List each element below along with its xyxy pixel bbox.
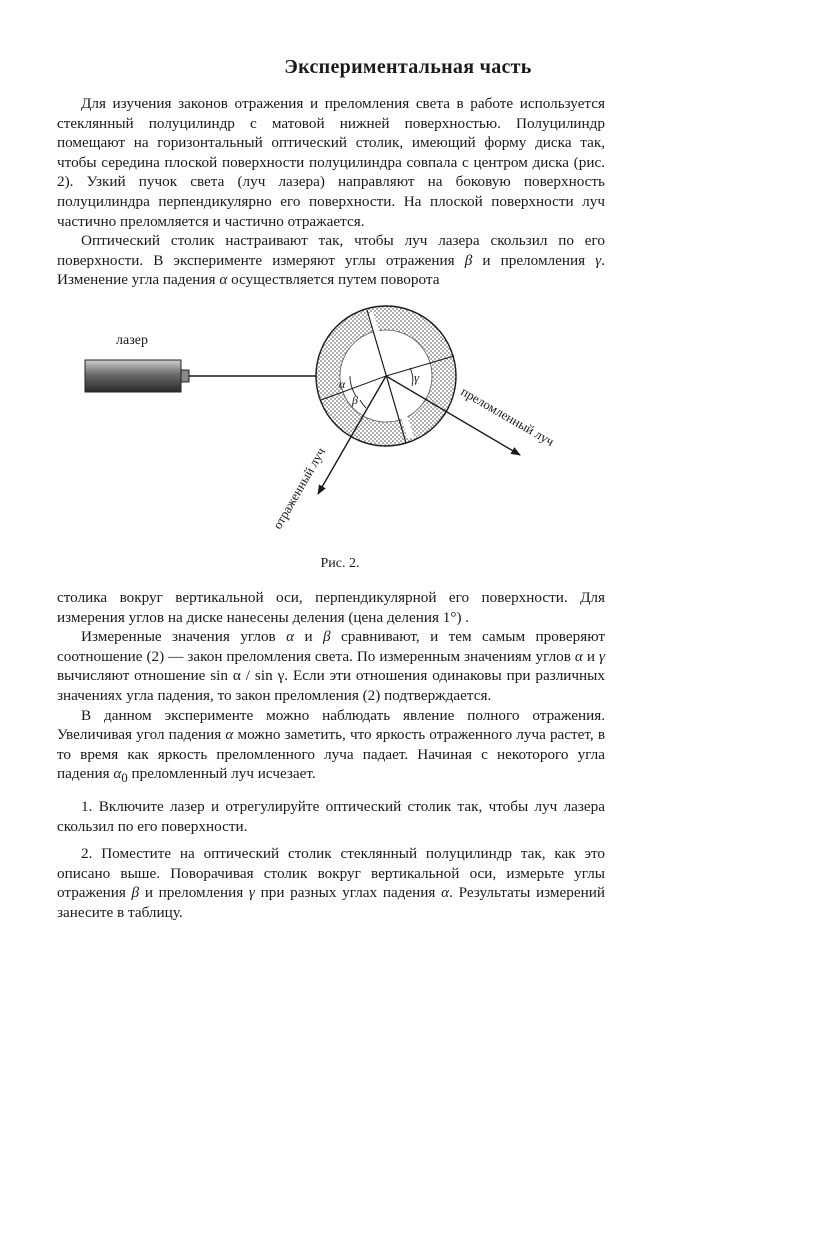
symbol-gamma: γ [599, 647, 605, 665]
laser-nozzle [181, 370, 189, 382]
symbol-beta: β [323, 628, 331, 646]
paragraph-intro-1: Для изучения законов отражения и преломления света в работе используется стеклянный полуцилиндр с матовой нижней поверхностью. Полуцилиндр помещают на горизонтальный оптический столик, имеющий форму диска так, чтобы середина плоской поверхности полуцилиндра совпала с центром диска (рис. 2). Узкий пучок света (луч лазера) направляют на боковую поверхность полуцилиндра перпендикулярно его поверхности. На плоской поверхности луч частично преломляется и частично отражается. [57, 95, 605, 230]
reflected-ray-label: отраженный луч [269, 444, 329, 532]
paragraph-5 [57, 706, 605, 789]
spacer [57, 836, 605, 844]
text-run: можно заметить, что яркость отраженного луча растет, в то время как яркость преломленного луча падает. Начиная с некоторого угла падения [57, 726, 605, 783]
symbol-gamma: γ [595, 251, 602, 269]
angle-beta-label: β [352, 393, 358, 407]
symbol-alpha: α [574, 647, 583, 665]
symbol-beta: β [131, 884, 140, 902]
text-run: и преломления [139, 884, 249, 902]
text-run: Оптический столик настраивают так, чтобы луч лазера скользил по его поверхности. В эксперименте измеряют углы отражения [57, 232, 605, 269]
text-run: при разных углах падения [254, 884, 442, 902]
step-2 [57, 844, 605, 922]
angle-alpha-label: α [339, 377, 346, 391]
symbol-alpha: α [441, 884, 450, 902]
ratio-formula: sin α / sin γ [210, 667, 285, 685]
text-run: и преломления [472, 251, 596, 269]
figure-laser-setup [80, 300, 600, 540]
text-run: . Если эти отношения одинаковы при различных значениях угла падения, то закон преломления (2) подтверждается. [57, 667, 605, 704]
paragraph-intro-2 [57, 231, 605, 290]
text-run: В данном эксперименте можно наблюдать явление полного отражения. Увеличивая угол падения [57, 706, 605, 744]
step-1: 1. Включите лазер и отрегулируйте оптический столик так, чтобы луч лазера скользил по его поверхности. [57, 797, 605, 835]
laser-label: лазер [116, 333, 148, 348]
symbol-alpha-zero: α [113, 765, 122, 783]
text-run: преломленный луч исчезает. [127, 765, 316, 783]
symbol-alpha: α [225, 726, 234, 744]
section-heading: Экспериментальная часть [284, 56, 532, 78]
paragraph-4 [57, 627, 605, 705]
symbol-alpha: α [286, 628, 295, 646]
text-run: вычисляют отношение [57, 667, 211, 685]
paragraph-3: столика вокруг вертикальной оси, перпендикулярной его поверхности. Для измерения углов на диске нанесены деления (цена деления 1°) . [57, 589, 605, 626]
text-run: и [582, 647, 599, 665]
symbol-alpha: α [219, 271, 228, 289]
text-run: Измеренные значения углов [81, 628, 287, 646]
refracted-ray-label: преломленный луч [458, 383, 557, 450]
angle-gamma-label: γ [414, 370, 420, 385]
text-run: осуществляется путем поворота [227, 271, 440, 289]
text-run: . Изменение угла падения [57, 251, 605, 289]
spacer [57, 789, 605, 797]
symbol-beta: β [464, 251, 473, 269]
symbol-gamma: γ [248, 884, 255, 902]
text-run: сравнивают, и тем самым проверяют соотношение (2) — закон преломления света. По измеренным значениям углов [57, 628, 605, 665]
text-run: . Результаты измерений занесите в таблицу. [57, 884, 606, 921]
laser-body [85, 360, 181, 392]
body-text [57, 588, 605, 923]
text-run: 2. Поместите на оптический столик стеклянный полуцилиндр так, как это описано выше. Поворачивая столик вокруг вертикальной оси, измерьте углы отражения [57, 845, 605, 902]
subscript-zero: 0 [121, 771, 128, 786]
text-run: и [294, 628, 324, 646]
intro-text [57, 94, 605, 290]
figure-caption: Рис. 2. [320, 556, 360, 571]
